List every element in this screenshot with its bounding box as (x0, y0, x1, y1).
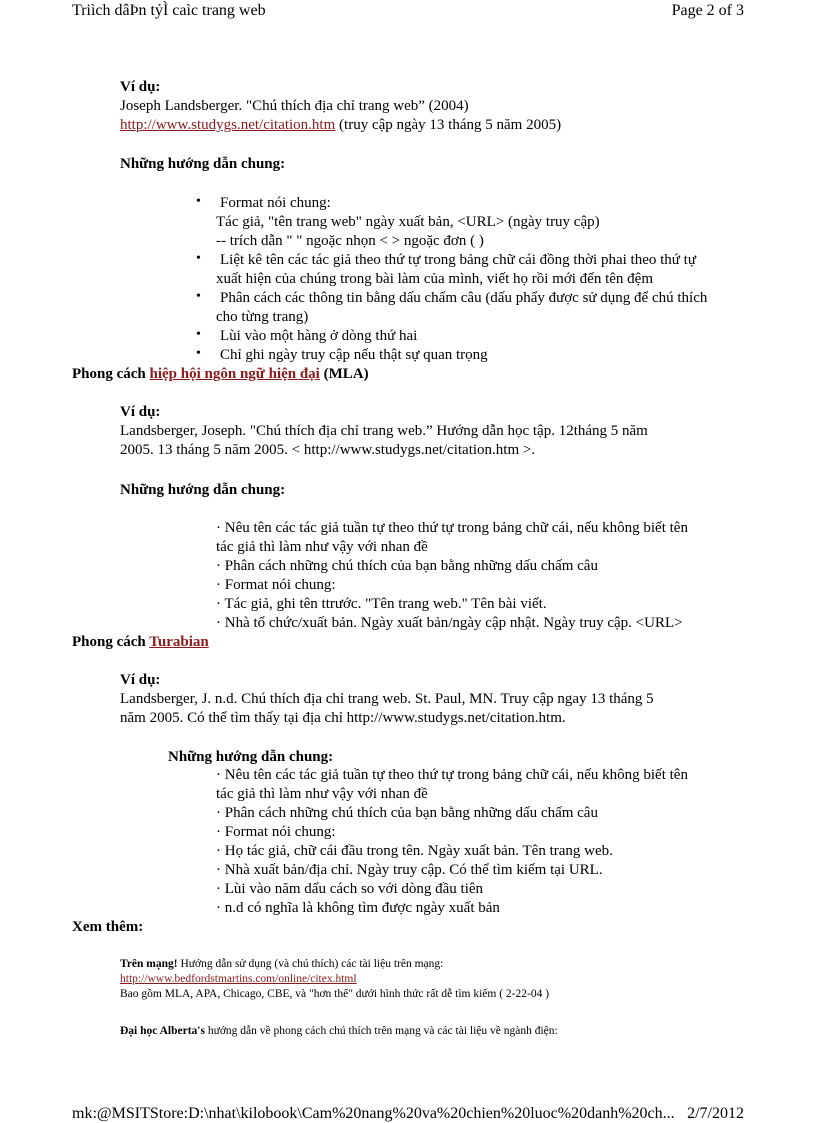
apa-bullet-4: Lùi vào một hàng ở dòng thứ hai (220, 328, 418, 344)
see-also-item-1 (120, 957, 443, 972)
turabian-guideline-line: · Nêu tên các tác giả tuần tự theo thứ tự trong bảng chữ cái, nếu không biết tên (216, 767, 688, 783)
apa-bullet-3-line1: Phân cách các thông tin bằng dấu chấm câu (dấu phẩy được sử dụng để chú thích (220, 290, 708, 306)
turabian-example-line1: Landsberger, J. n.d. Chú thích địa chỉ trang web. St. Paul, MN. Truy cập ngay 13 tháng 5 (120, 691, 654, 707)
see-also-item-2 (120, 1024, 558, 1039)
apa-example-line2 (120, 116, 561, 135)
turabian-guideline-line: · Phân cách những chú thích của bạn bằng những dấu chấm câu (216, 805, 598, 821)
see-also-item-1-note: Bao gồm MLA, APA, Chicago, CBE, và "hơn thế" dưới hình thức rất dễ tìm kiếm ( 2-22-04 ) (120, 988, 550, 1000)
see-also-item-1-text: Hướng dẫn sử dụng (và chú thích) các tài liệu trên mạng: (177, 958, 444, 970)
mla-example-line1: Landsberger, Joseph. "Chú thích địa chỉ trang web.” Hướng dẫn học tập. 12tháng 5 năm (120, 423, 648, 439)
mla-guideline-line: · Tác giả, ghi tên ttrước. "Tên trang web." Tên bài viết. (216, 596, 547, 612)
see-also-item-1-url-line (120, 972, 357, 987)
mla-guideline-line: · Format nói chung: (216, 577, 336, 593)
turabian-guideline-line: · Họ tác giả, chữ cái đầu trong tên. Ngày xuất bản. Tên trang web. (216, 843, 613, 859)
mla-guideline-line: tác giả thì làm như vậy với nhan đề (216, 539, 428, 555)
page-header-title: Triìch dâÞn tỷÌ caìc trang web (72, 2, 266, 19)
apa-bullet-5: Chỉ ghi ngày truy cập nếu thật sự quan trọng (220, 347, 488, 363)
turabian-guidelines-title: Những hướng dẫn chung: (168, 749, 334, 765)
apa-example-text: Joseph Landsberger. "Chú thích địa chỉ trang web” (2004) (120, 98, 469, 114)
turabian-heading (72, 633, 209, 652)
turabian-guideline-line: · Format nói chung: (216, 824, 336, 840)
mla-guideline-line: · Nhà tổ chức/xuất bản. Ngày xuất bản/ngày cập nhật. Ngày truy cập. <URL> (216, 615, 683, 631)
bullet-dot-icon: • (196, 194, 201, 209)
apa-guidelines-title: Những hướng dẫn chung: (120, 156, 286, 172)
apa-bullet-1-line1: Format nói chung: (220, 195, 331, 211)
mla-guideline-line: · Phân cách những chú thích của bạn bằng những dấu chấm câu (216, 558, 598, 574)
turabian-example-label: Ví dụ: (120, 672, 161, 688)
turabian-guideline-line: tác giả thì làm như vậy với nhan đề (216, 786, 428, 802)
turabian-heading-link[interactable]: Turabian (149, 634, 209, 650)
apa-example-label: Ví dụ: (120, 79, 161, 95)
turabian-heading-prefix: Phong cách (72, 634, 150, 650)
turabian-guideline-line: · Nhà xuất bản/địa chỉ. Ngày truy cập. Có thể tìm kiếm tại URL. (216, 862, 603, 878)
turabian-guideline-line: · Lùi vào năm dấu cách so với dòng đầu tiên (216, 881, 484, 897)
apa-example-link[interactable]: http://www.studygs.net/citation.htm (120, 117, 336, 133)
mla-heading-prefix: Phong cách (72, 366, 150, 382)
see-also-item-2-text: hướng dẫn về phong cách chú thích trên mạng và các tài liệu về ngành điện: (204, 1025, 558, 1037)
see-also-item-1-link[interactable]: http://www.bedfordstmartins.com/online/citex.html (120, 973, 357, 985)
bullet-dot-icon: • (196, 327, 201, 342)
apa-bullet-2-line2: xuất hiện của chúng trong bài làm của mình, viết họ rồi mới đến tên đệm (216, 271, 653, 287)
mla-heading-link[interactable]: hiệp hội ngôn ngữ hiện đại (149, 366, 320, 382)
mla-heading (72, 365, 369, 384)
see-also-item-2-title: Đại học Alberta's (120, 1025, 205, 1037)
bullet-dot-icon: • (196, 289, 201, 304)
bullet-dot-icon: • (196, 346, 201, 361)
page-number: Page 2 of 3 (671, 2, 744, 19)
mla-example-label: Ví dụ: (120, 404, 161, 420)
apa-bullet-1-line2: Tác giả, "tên trang web" ngày xuất bản, <URL> (ngày truy cập) (216, 214, 600, 230)
footer-path: mk:@MSITStore:D:\nhat\kilobook\Cam%20nang%20va%20chien%20luoc%20danh%20ch... (72, 1105, 675, 1122)
see-also-item-1-title: Trên mạng! (120, 958, 178, 970)
turabian-example-line2: năm 2005. Có thể tìm thấy tại địa chỉ http://www.studygs.net/citation.htm. (120, 710, 566, 726)
mla-example-line2: 2005. 13 tháng 5 năm 2005. < http://www.studygs.net/citation.htm >. (120, 442, 536, 458)
apa-bullet-2-line1: Liệt kê tên các tác giả theo thứ tự trong bảng chữ cái đồng thời phai theo thứ tự (220, 252, 696, 268)
bullet-dot-icon: • (196, 251, 201, 266)
see-also-title: Xem thêm: (72, 919, 144, 935)
turabian-guideline-line: · n.d có nghĩa là không tìm được ngày xuất bản (216, 900, 500, 916)
footer-date: 2/7/2012 (687, 1105, 744, 1122)
apa-bullet-1-line3: -- trích dẫn " " ngoặc nhọn < > ngoặc đơn ( ) (216, 233, 484, 249)
apa-bullet-3-line2: cho từng trang) (216, 309, 309, 325)
mla-guidelines-title: Những hướng dẫn chung: (120, 482, 286, 498)
mla-heading-suffix: (MLA) (319, 366, 369, 382)
mla-guideline-line: · Nêu tên các tác giả tuần tự theo thứ tự trong bảng chữ cái, nếu không biết tên (216, 520, 688, 536)
apa-access-date: (truy cập ngày 13 tháng 5 năm 2005) (335, 117, 562, 133)
